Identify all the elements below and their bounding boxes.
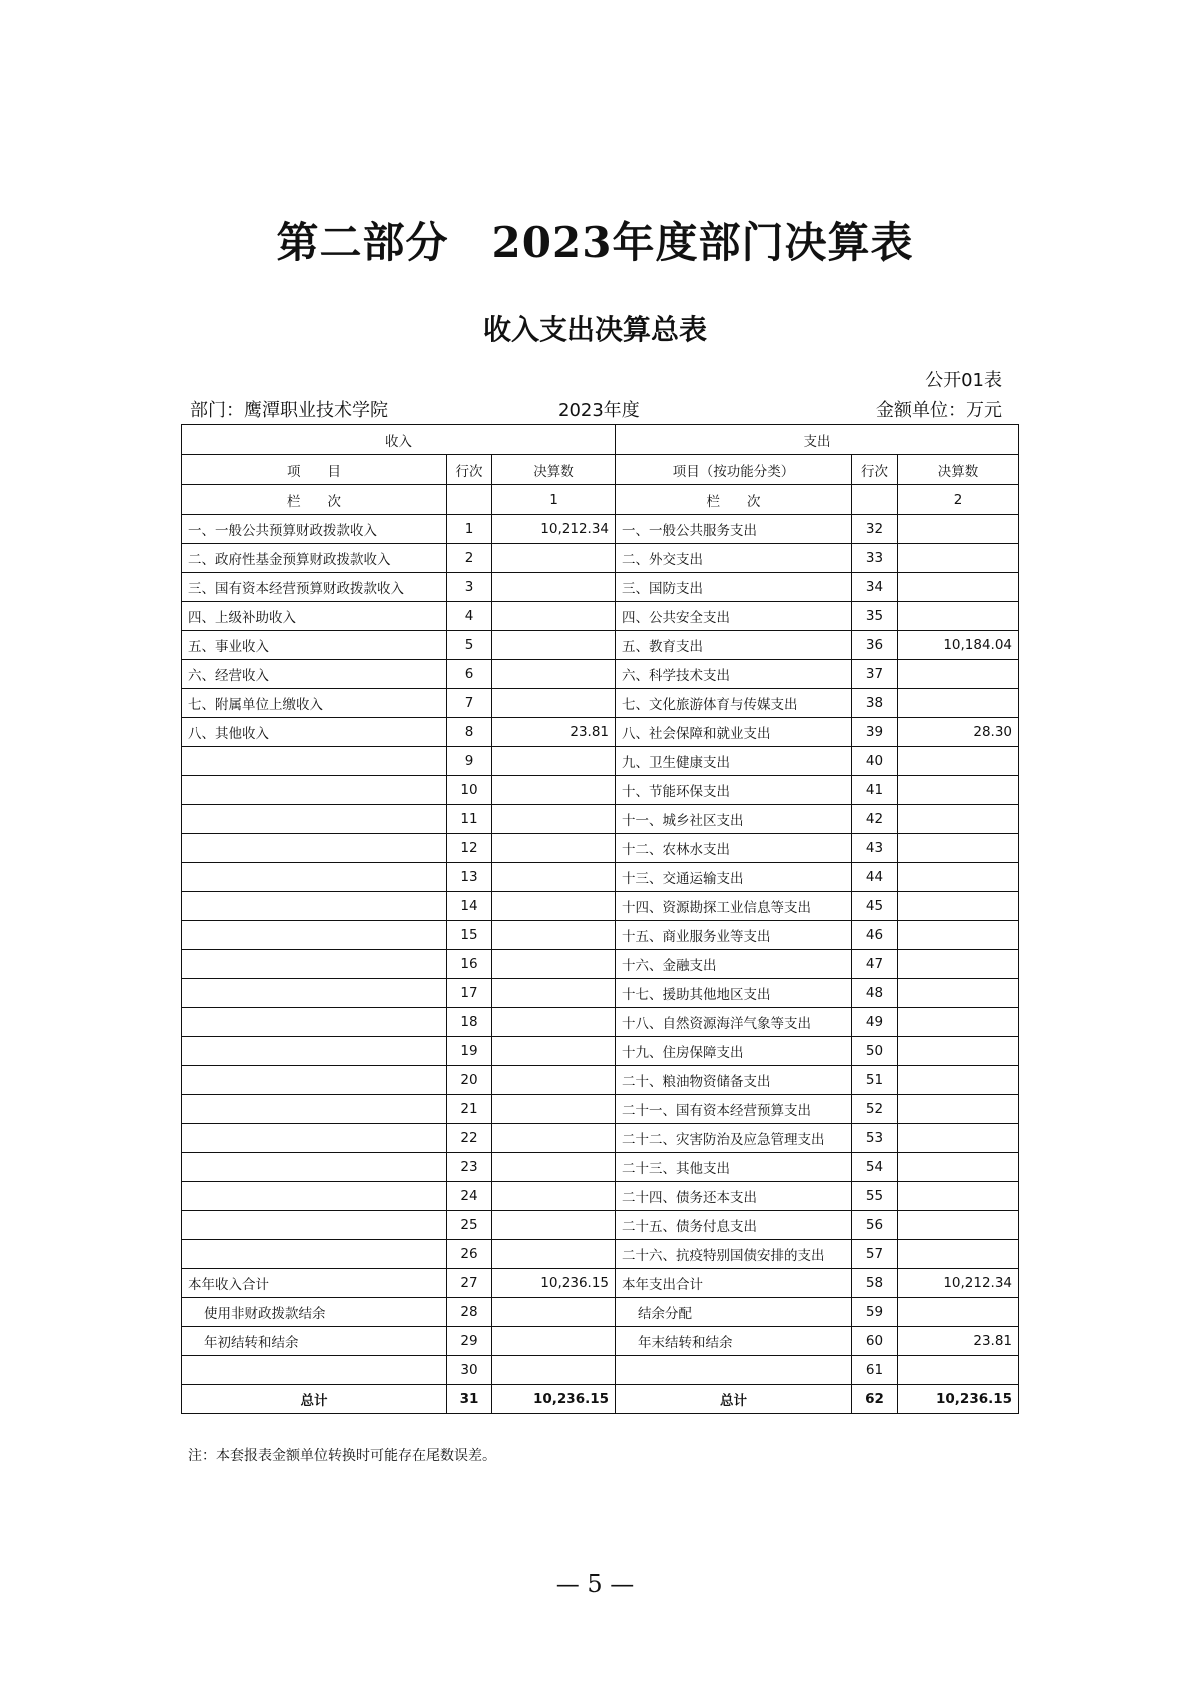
income-amount-cell	[492, 834, 616, 863]
income-amount-cell	[492, 747, 616, 776]
table-row	[182, 892, 1019, 921]
table-row	[182, 1269, 1019, 1298]
table-row	[182, 1066, 1019, 1095]
income-amount-cell	[492, 1356, 616, 1385]
expense-amount-cell	[898, 921, 1019, 950]
income-row-no-cell: 7	[447, 689, 492, 718]
expense-amount-cell	[898, 660, 1019, 689]
income-amount-cell	[492, 631, 616, 660]
col-index-2: 2	[898, 485, 1019, 515]
expense-amount-cell	[898, 515, 1019, 544]
income-row-no-cell: 31	[447, 1385, 492, 1414]
expense-item-cell: 十二、农林水支出	[616, 834, 852, 863]
expense-item-cell: 三、国防支出	[616, 573, 852, 602]
income-item-cell	[182, 747, 447, 776]
income-amount-cell	[492, 602, 616, 631]
table-row	[182, 805, 1019, 834]
expense-amount-cell	[898, 1037, 1019, 1066]
income-amount-cell	[492, 544, 616, 573]
table-row	[182, 950, 1019, 979]
expense-row-no-cell: 51	[852, 1066, 898, 1095]
income-item-cell	[182, 1095, 447, 1124]
income-amount-cell	[492, 1182, 616, 1211]
expense-row-no-cell: 62	[852, 1385, 898, 1414]
col-index-1: 1	[492, 485, 616, 515]
expense-amount-cell	[898, 573, 1019, 602]
expense-item-cell: 二十一、国有资本经营预算支出	[616, 1095, 852, 1124]
expense-amount-cell	[898, 1240, 1019, 1269]
expense-item-cell: 十五、商业服务业等支出	[616, 921, 852, 950]
income-row-no-cell: 22	[447, 1124, 492, 1153]
table-code: 公开01表	[925, 370, 1002, 391]
expense-item-cell: 二十四、债务还本支出	[616, 1182, 852, 1211]
income-row-no-cell: 19	[447, 1037, 492, 1066]
table-row	[182, 718, 1019, 747]
income-row-no-cell: 14	[447, 892, 492, 921]
department-label: 部门：鹰潭职业技术学院	[190, 400, 388, 421]
expense-amount-cell	[898, 979, 1019, 1008]
table-row	[182, 1008, 1019, 1037]
expense-amount-cell	[898, 1182, 1019, 1211]
expense-row-no-cell: 55	[852, 1182, 898, 1211]
table-row	[182, 1356, 1019, 1385]
expense-amount-cell	[898, 544, 1019, 573]
expense-row-no-cell: 61	[852, 1356, 898, 1385]
income-item-cell	[182, 921, 447, 950]
income-item-cell: 本年收入合计	[182, 1269, 447, 1298]
expense-item-cell: 十四、资源勘探工业信息等支出	[616, 892, 852, 921]
expense-amount-cell	[898, 1008, 1019, 1037]
expense-row-no-cell: 40	[852, 747, 898, 776]
expense-amount-cell	[898, 776, 1019, 805]
expense-item-cell: 十一、城乡社区支出	[616, 805, 852, 834]
table-row	[182, 863, 1019, 892]
income-row-no-cell: 29	[447, 1327, 492, 1356]
income-row-no-cell: 16	[447, 950, 492, 979]
income-item-cell: 五、事业收入	[182, 631, 447, 660]
expense-row-no-cell: 52	[852, 1095, 898, 1124]
table-row	[182, 1037, 1019, 1066]
expense-row-no-cell: 38	[852, 689, 898, 718]
table-title: 收入支出决算总表	[482, 313, 707, 346]
income-row-no-cell: 3	[447, 573, 492, 602]
income-expense-table	[181, 424, 1019, 1414]
income-amount-cell	[492, 1124, 616, 1153]
income-item-cell: 使用非财政拨款结余	[182, 1298, 447, 1327]
expense-item-cell: 二十三、其他支出	[616, 1153, 852, 1182]
income-item-cell	[182, 834, 447, 863]
income-amount-cell: 10,212.34	[492, 515, 616, 544]
income-row-no-cell: 17	[447, 979, 492, 1008]
table-row	[182, 1153, 1019, 1182]
income-item-cell: 二、政府性基金预算财政拨款收入	[182, 544, 447, 573]
income-row-no-cell: 27	[447, 1269, 492, 1298]
expense-amount-cell	[898, 1095, 1019, 1124]
expense-item-cell: 二十六、抗疫特别国债安排的支出	[616, 1240, 852, 1269]
table-row	[182, 1385, 1019, 1414]
expense-row-no-cell: 43	[852, 834, 898, 863]
expense-row-no-cell: 44	[852, 863, 898, 892]
col-amount-expense-header: 决算数	[898, 455, 1019, 485]
expense-row-no-cell: 35	[852, 602, 898, 631]
income-row-no-cell: 13	[447, 863, 492, 892]
table-row	[182, 1211, 1019, 1240]
income-row-no-cell: 24	[447, 1182, 492, 1211]
expense-item-cell: 总计	[616, 1385, 852, 1414]
expense-amount-cell	[898, 689, 1019, 718]
table-row	[182, 776, 1019, 805]
income-row-no-cell: 11	[447, 805, 492, 834]
income-row-no-cell: 20	[447, 1066, 492, 1095]
expense-row-no-cell: 58	[852, 1269, 898, 1298]
expense-row-no-cell: 39	[852, 718, 898, 747]
income-item-cell	[182, 1211, 447, 1240]
income-row-no-cell: 23	[447, 1153, 492, 1182]
expense-amount-cell	[898, 602, 1019, 631]
expense-item-cell: 十九、住房保障支出	[616, 1037, 852, 1066]
expense-amount-cell	[898, 863, 1019, 892]
expense-amount-cell: 10,236.15	[898, 1385, 1019, 1414]
footnote: 注：本套报表金额单位转换时可能存在尾数误差。	[188, 1448, 496, 1464]
income-item-cell: 一、一般公共预算财政拨款收入	[182, 515, 447, 544]
expense-row-no-cell: 41	[852, 776, 898, 805]
income-amount-cell	[492, 1240, 616, 1269]
table-row	[182, 660, 1019, 689]
table-row	[182, 1327, 1019, 1356]
income-amount-cell	[492, 1211, 616, 1240]
income-amount-cell	[492, 660, 616, 689]
income-item-cell	[182, 863, 447, 892]
table-row	[182, 979, 1019, 1008]
table-row	[182, 921, 1019, 950]
expense-row-no-cell: 34	[852, 573, 898, 602]
expense-row-no-cell: 47	[852, 950, 898, 979]
income-row-no-cell: 1	[447, 515, 492, 544]
income-item-cell: 三、国有资本经营预算财政拨款收入	[182, 573, 447, 602]
col-index-label: 栏 次	[182, 485, 447, 515]
income-amount-cell: 10,236.15	[492, 1385, 616, 1414]
table-row	[182, 602, 1019, 631]
income-row-no-cell: 2	[447, 544, 492, 573]
expense-item-cell: 十三、交通运输支出	[616, 863, 852, 892]
income-item-cell	[182, 1008, 447, 1037]
expense-row-no-cell: 54	[852, 1153, 898, 1182]
expense-amount-cell	[898, 950, 1019, 979]
expense-item-cell: 二十、粮油物资储备支出	[616, 1066, 852, 1095]
table-row	[182, 1298, 1019, 1327]
income-amount-cell	[492, 776, 616, 805]
expense-row-no-cell: 36	[852, 631, 898, 660]
expense-amount-cell: 23.81	[898, 1327, 1019, 1356]
table-row	[182, 544, 1019, 573]
income-item-cell	[182, 776, 447, 805]
expense-row-no-cell: 57	[852, 1240, 898, 1269]
col-index-empty	[447, 485, 492, 515]
expense-amount-cell	[898, 834, 1019, 863]
expense-item-cell: 九、卫生健康支出	[616, 747, 852, 776]
col-index-empty-expense	[852, 485, 898, 515]
income-amount-cell	[492, 1095, 616, 1124]
income-amount-cell	[492, 689, 616, 718]
expense-amount-cell	[898, 1356, 1019, 1385]
income-item-cell	[182, 1037, 447, 1066]
expense-item-cell: 二、外交支出	[616, 544, 852, 573]
income-item-cell	[182, 950, 447, 979]
year-label: 2023年度	[558, 400, 640, 421]
income-amount-cell	[492, 1066, 616, 1095]
income-amount-cell	[492, 863, 616, 892]
table-row	[182, 834, 1019, 863]
income-item-cell	[182, 1124, 447, 1153]
table-row	[182, 1095, 1019, 1124]
expense-item-cell: 一、一般公共服务支出	[616, 515, 852, 544]
col-item-header: 项 目	[182, 455, 447, 485]
expense-item-cell: 十六、金融支出	[616, 950, 852, 979]
expense-item-cell: 二十五、债务付息支出	[616, 1211, 852, 1240]
income-amount-cell	[492, 1327, 616, 1356]
expense-row-no-cell: 33	[852, 544, 898, 573]
budget-table-container	[181, 424, 1018, 1414]
income-amount-cell	[492, 1037, 616, 1066]
expense-amount-cell: 10,212.34	[898, 1269, 1019, 1298]
income-row-no-cell: 12	[447, 834, 492, 863]
expense-item-cell: 四、公共安全支出	[616, 602, 852, 631]
expense-row-no-cell: 60	[852, 1327, 898, 1356]
table-row	[182, 573, 1019, 602]
expense-amount-cell	[898, 1066, 1019, 1095]
income-item-cell: 总计	[182, 1385, 447, 1414]
income-item-cell	[182, 1240, 447, 1269]
income-row-no-cell: 6	[447, 660, 492, 689]
table-row	[182, 1182, 1019, 1211]
income-row-no-cell: 9	[447, 747, 492, 776]
expense-row-no-cell: 48	[852, 979, 898, 1008]
income-amount-cell	[492, 892, 616, 921]
income-item-cell	[182, 805, 447, 834]
expense-item-cell: 八、社会保障和就业支出	[616, 718, 852, 747]
income-item-cell: 四、上级补助收入	[182, 602, 447, 631]
expense-item-cell	[616, 1356, 852, 1385]
expense-item-cell: 五、教育支出	[616, 631, 852, 660]
expense-row-no-cell: 37	[852, 660, 898, 689]
income-amount-cell	[492, 950, 616, 979]
income-header: 收入	[182, 425, 616, 455]
table-row	[182, 1240, 1019, 1269]
expense-amount-cell	[898, 1153, 1019, 1182]
expense-amount-cell: 28.30	[898, 718, 1019, 747]
expense-row-no-cell: 45	[852, 892, 898, 921]
income-row-no-cell: 25	[447, 1211, 492, 1240]
income-row-no-cell: 4	[447, 602, 492, 631]
expense-row-no-cell: 42	[852, 805, 898, 834]
expense-item-cell: 十、节能环保支出	[616, 776, 852, 805]
page-title: 第二部分 2023年度部门决算表	[276, 218, 914, 267]
expense-amount-cell	[898, 1298, 1019, 1327]
income-amount-cell	[492, 805, 616, 834]
table-row	[182, 747, 1019, 776]
expense-row-no-cell: 32	[852, 515, 898, 544]
income-row-no-cell: 8	[447, 718, 492, 747]
income-item-cell: 六、经营收入	[182, 660, 447, 689]
income-row-no-cell: 15	[447, 921, 492, 950]
expense-row-no-cell: 46	[852, 921, 898, 950]
table-row	[182, 1124, 1019, 1153]
income-amount-cell	[492, 1008, 616, 1037]
income-item-cell	[182, 1153, 447, 1182]
income-row-no-cell: 21	[447, 1095, 492, 1124]
expense-row-no-cell: 56	[852, 1211, 898, 1240]
income-row-no-cell: 18	[447, 1008, 492, 1037]
expense-header: 支出	[616, 425, 1019, 455]
col-row-header: 行次	[447, 455, 492, 485]
expense-row-no-cell: 59	[852, 1298, 898, 1327]
col-amount-header: 决算数	[492, 455, 616, 485]
income-amount-cell	[492, 573, 616, 602]
expense-amount-cell	[898, 747, 1019, 776]
table-row	[182, 515, 1019, 544]
expense-item-cell: 年末结转和结余	[616, 1327, 852, 1356]
expense-item-cell: 本年支出合计	[616, 1269, 852, 1298]
income-item-cell	[182, 1182, 447, 1211]
income-row-no-cell: 10	[447, 776, 492, 805]
expense-item-cell: 结余分配	[616, 1298, 852, 1327]
expense-item-cell: 七、文化旅游体育与传媒支出	[616, 689, 852, 718]
unit-label: 金额单位：万元	[876, 400, 1002, 421]
col-row-expense-header: 行次	[852, 455, 898, 485]
income-amount-cell: 10,236.15	[492, 1269, 616, 1298]
income-amount-cell	[492, 921, 616, 950]
income-item-cell	[182, 1066, 447, 1095]
income-amount-cell	[492, 1298, 616, 1327]
income-amount-cell: 23.81	[492, 718, 616, 747]
income-item-cell	[182, 979, 447, 1008]
income-item-cell: 八、其他收入	[182, 718, 447, 747]
income-row-no-cell: 5	[447, 631, 492, 660]
income-row-no-cell: 28	[447, 1298, 492, 1327]
income-row-no-cell: 26	[447, 1240, 492, 1269]
page-number: — 5 —	[555, 1570, 635, 1598]
col-item-expense-header: 项目（按功能分类）	[616, 455, 852, 485]
income-item-cell: 年初结转和结余	[182, 1327, 447, 1356]
income-row-no-cell: 30	[447, 1356, 492, 1385]
expense-item-cell: 十七、援助其他地区支出	[616, 979, 852, 1008]
income-item-cell	[182, 1356, 447, 1385]
expense-amount-cell	[898, 805, 1019, 834]
expense-item-cell: 六、科学技术支出	[616, 660, 852, 689]
income-amount-cell	[492, 1153, 616, 1182]
income-item-cell	[182, 892, 447, 921]
expense-amount-cell: 10,184.04	[898, 631, 1019, 660]
expense-row-no-cell: 49	[852, 1008, 898, 1037]
expense-row-no-cell: 50	[852, 1037, 898, 1066]
expense-row-no-cell: 53	[852, 1124, 898, 1153]
expense-item-cell: 二十二、灾害防治及应急管理支出	[616, 1124, 852, 1153]
income-item-cell: 七、附属单位上缴收入	[182, 689, 447, 718]
col-index-label-expense: 栏 次	[616, 485, 852, 515]
expense-amount-cell	[898, 892, 1019, 921]
expense-item-cell: 十八、自然资源海洋气象等支出	[616, 1008, 852, 1037]
table-row	[182, 631, 1019, 660]
table-row	[182, 689, 1019, 718]
expense-amount-cell	[898, 1124, 1019, 1153]
income-amount-cell	[492, 979, 616, 1008]
expense-amount-cell	[898, 1211, 1019, 1240]
